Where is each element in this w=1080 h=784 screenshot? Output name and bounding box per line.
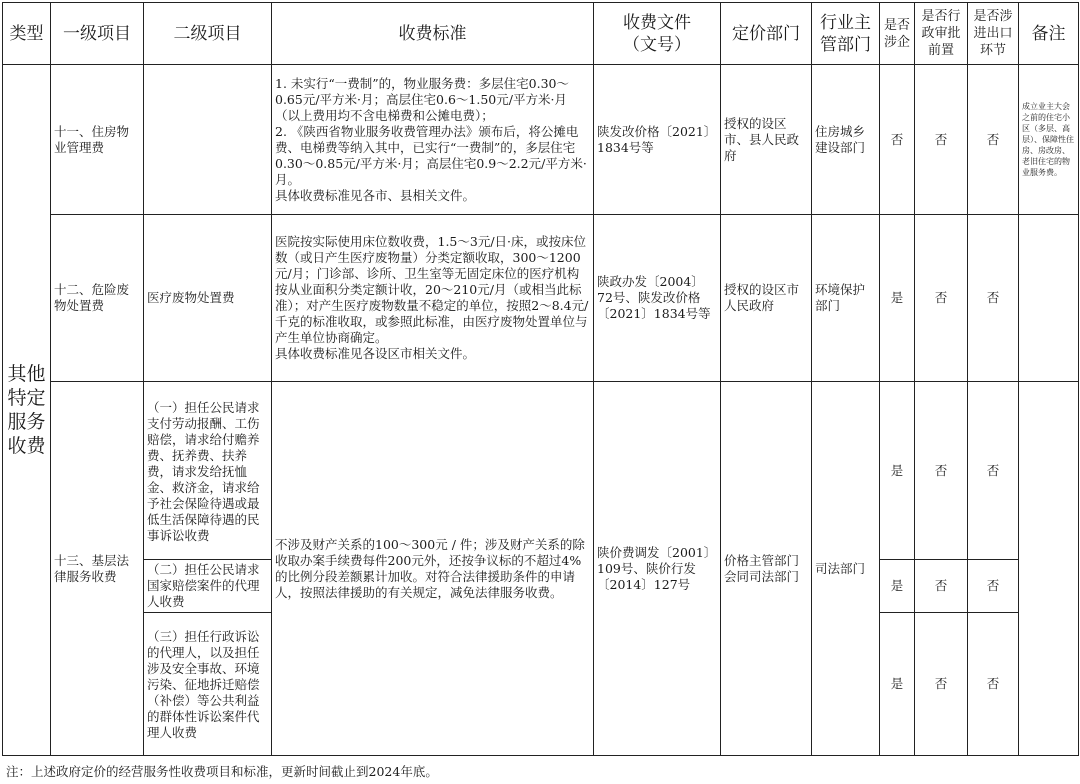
approval-cell: 否 <box>915 215 968 382</box>
header-level1: 一级项目 <box>51 3 144 65</box>
standard-line: 1. 未实行“一费制”的，物业服务费：多层住宅0.30～0.65元/平方米·月；高层住宅0.6～1.50元/平方米·月（以上费用均不含电梯费和公摊电费）； <box>275 75 570 123</box>
import-export-cell: 否 <box>968 560 1019 613</box>
remark-cell <box>1019 382 1079 756</box>
header-approval: 是否行政审批前置 <box>915 3 968 65</box>
level1-cell: 十二、危险废物处置费 <box>51 215 144 382</box>
enterprise-cell: 是 <box>880 560 915 613</box>
enterprise-cell: 否 <box>880 65 915 215</box>
fee-table <box>2 2 1079 756</box>
standard-line: 具体收费标准见各市、县相关文件。 <box>275 187 476 203</box>
table-row <box>3 215 1079 382</box>
enterprise-cell: 是 <box>880 382 915 560</box>
standard-line: 医院按实际使用床位数收费，1.5～3元/日·床，或按床位数（或日产生医疗废物量）分类定额收取，300～1200元/月；门诊部、诊所、卫生室等无固定床位的医疗机构按从业面积分类定额计收，20～210元/月（或相当此标准）；对产生医疗废物数量不稳定的单位，按照2～8.4元/千克的标准收取，或参照此标准，由医疗废物处置单位与产生单位协商确定。 <box>275 234 589 345</box>
level1-cell: 十一、住房物业管理费 <box>51 65 144 215</box>
doc-cell: 陕价费调发〔2001〕109号、陕价行发〔2014〕127号 <box>594 382 721 756</box>
approval-cell: 否 <box>915 65 968 215</box>
approval-cell: 否 <box>915 382 968 560</box>
enterprise-cell: 是 <box>880 613 915 756</box>
level2-cell: （一）担任公民请求支付劳动报酬、工伤赔偿，请求给付赡养费、抚养费、扶养费，请求发给抚恤金、救济金，请求给予社会保险待遇或最低生活保障待遇的民事诉讼收费 <box>144 382 272 560</box>
enterprise-cell: 是 <box>880 215 915 382</box>
header-remark: 备注 <box>1019 3 1079 65</box>
level2-cell: （二）担任公民请求国家赔偿案件的代理人收费 <box>144 560 272 613</box>
level2-cell <box>144 65 272 215</box>
doc-cell: 陕发改价格〔2021〕1834号等 <box>594 65 721 215</box>
header-industry: 行业主管部门 <box>812 3 880 65</box>
dept-cell: 价格主管部门会同司法部门 <box>721 382 812 756</box>
remark-cell <box>1019 215 1079 382</box>
approval-cell: 否 <box>915 560 968 613</box>
table-row <box>3 382 1079 560</box>
dept-cell: 授权的设区市、县人民政府 <box>721 65 812 215</box>
approval-cell: 否 <box>915 613 968 756</box>
standard-cell: 不涉及财产关系的100～300元 / 件；涉及财产关系的除收取办案手续费每件200元外，还按争议标的不超过4%的比例分段差额累计加收。对符合法律援助条件的申请人，按照法律援助的有关规定，减免法律服务收费。 <box>272 382 594 756</box>
standard-line: 2. 《陕西省物业服务收费管理办法》颁布后，将公摊电费、电梯费等纳入其中，已实行“一费制”的，多层住宅0.30～0.85元/平方米·月；高层住宅0.9～2.2元/平方米·月。 <box>275 123 587 187</box>
level2-cell: 医疗废物处置费 <box>144 215 272 382</box>
import-export-cell: 否 <box>968 382 1019 560</box>
import-export-cell: 否 <box>968 215 1019 382</box>
header-type: 类型 <box>3 3 51 65</box>
header-doc: 收费文件（文号） <box>594 3 721 65</box>
table-row <box>3 65 1079 215</box>
industry-cell: 司法部门 <box>812 382 880 756</box>
header-enterprise: 是否涉企 <box>880 3 915 65</box>
standard-cell <box>272 65 594 215</box>
header-row <box>3 3 1079 65</box>
level1-cell: 十三、基层法律服务收费 <box>51 382 144 756</box>
remark-cell: 成立业主大会之前的住宅小区（多层、高层）、保障性住房、房改房、老旧住宅的物业服务费。 <box>1019 65 1079 215</box>
standard-line: 具体收费标准见各设区市相关文件。 <box>275 346 476 361</box>
header-standard: 收费标准 <box>272 3 594 65</box>
header-level2: 二级项目 <box>144 3 272 65</box>
level2-cell: （三）担任行政诉讼的代理人，以及担任涉及安全事故、环境污染、征地拆迁赔偿（补偿）等公共利益的群体性诉讼案件代理人收费 <box>144 613 272 756</box>
import-export-cell: 否 <box>968 613 1019 756</box>
industry-cell: 住房城乡建设部门 <box>812 65 880 215</box>
doc-cell: 陕政办发〔2004〕72号、陕发改价格〔2021〕1834号等 <box>594 215 721 382</box>
industry-cell: 环境保护部门 <box>812 215 880 382</box>
import-export-cell: 否 <box>968 65 1019 215</box>
standard-cell <box>272 215 594 382</box>
footnote: 注：上述政府定价的经营服务性收费项目和标准，更新时间截止到2024年底。 <box>6 764 438 779</box>
category-cell: 其他特定服务收费 <box>3 65 51 756</box>
dept-cell: 授权的设区市人民政府 <box>721 215 812 382</box>
header-import-export: 是否涉进出口环节 <box>968 3 1019 65</box>
header-dept: 定价部门 <box>721 3 812 65</box>
